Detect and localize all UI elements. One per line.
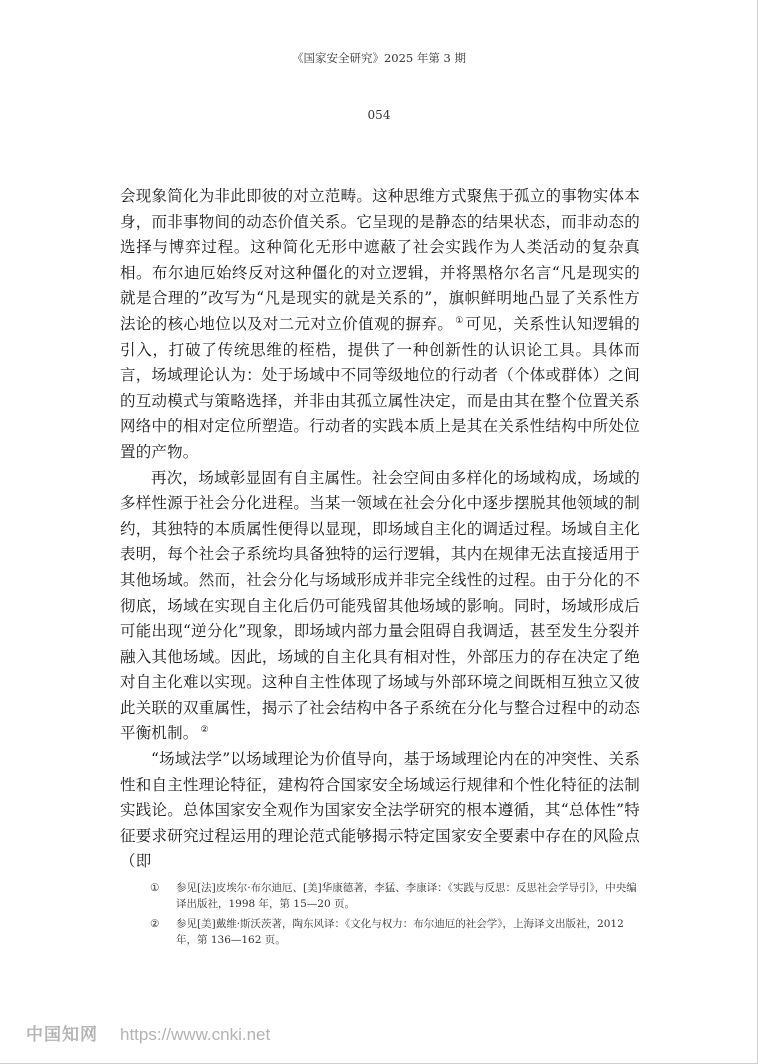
footnote-2-mark: ② [150, 918, 160, 930]
footnote-1-mark: ① [150, 882, 160, 894]
footnote-2 [150, 916, 638, 948]
cnki-url: https://www.cnki.net [120, 1025, 271, 1044]
paragraph-3 [120, 747, 640, 875]
footnote-1-text: 参见[法]皮埃尔·布尔迪厄、[美]华康德著，李猛、李康译：《实践与反思：反思社会学导引》，中央编译出版社，1998 年，第 15—20 页。 [176, 882, 637, 910]
paragraph-1-text-cont: 可见，关系性认知逻辑的引入，打破了传统思维的桎梏，提供了一种创新性的认识论工具。具体而言，场域理论认为：处于场域中不同等级地位的行动者（个体或群体）之间的互动模式与策略选择，并非由其孤立属性决定，而是由其在整个位置关系网络中的相对定位所塑造。行动者的实践本质上是其在关系性结构中所处位置的产物。 [120, 314, 641, 461]
paragraph-2-text: 再次，场域彰显固有自主属性。社会空间由多样化的场域构成，场域的多样性源于社会分化进程。当某一领域在社会分化中逐步摆脱其他领域的制约，其独特的本质属性便得以显现，即场域自主化的调适过程。场域自主化表明，每个社会子系统均具备独特的运行逻辑，其内在规律无法直接适用于其他场域。然而，社会分化与场域形成并非完全线性的过程。由于分化的不彻底，场域在实现自主化后仍可能残留其他场域的影响。同时，场域形成后可能出现“逆分化”现象，即场域内部力量会阻碍自我调适，甚至发生分裂并融入其他场域。因此，场域的自主化具有相对性，外部压力的存在决定了绝对自主化难以实现。这种自主性体现了场域与外部环境之间既相互独立又彼此关联的双重属性，揭示了社会结构中各子系统在分化与整合过程中的动态平衡机制。 [120, 468, 640, 743]
footnote-ref-2[interactable]: ② [200, 725, 209, 736]
footnote-ref-1[interactable]: ① [455, 315, 464, 326]
paragraph-1 [120, 184, 640, 466]
page-number: 054 [367, 108, 391, 122]
paragraph-1-text: 会现象简化为非此即彼的对立范畴。这种思维方式聚焦于孤立的事物实体本身，而非事物间的动态价值关系。它呈现的是静态的结果状态，而非动态的选择与博弈过程。这种简化无形中遮蔽了社会实践作为人类活动的复杂真相。布尔迪厄始终反对这种僵化的对立逻辑，并将黑格尔名言“凡是现实的就是合理的”改写为“凡是现实的就是关系的”，旗帜鲜明地凸显了关系性方法论的核心地位以及对二元对立价值观的摒弃。 [120, 187, 640, 333]
cnki-watermark [26, 1020, 270, 1045]
footnotes [150, 880, 638, 952]
cnki-logo: 中国知网 [26, 1025, 98, 1045]
footnote-1 [150, 880, 638, 912]
paragraph-3-text: “场域法学”以场域理论为价值导向，基于场域理论内在的冲突性、关系性和自主性理论特征，建构符合国家安全场域运行规律和个性化特征的法制实践论。总体国家安全观作为国家安全法学研究的根本遵循，其“总体性”特征要求研究过程运用的理论范式能够揭示特定国家安全要素中存在的风险点（即 [120, 750, 640, 871]
body-text [120, 184, 640, 875]
footnote-2-text: 参见[美]戴维·斯沃茨著，陶东风译：《文化与权力：布尔迪厄的社会学》，上海译文出版社，2012 年，第 136—162 页。 [176, 918, 624, 946]
paragraph-2 [120, 466, 640, 748]
running-head: 《国家安全研究》2025 年第 3 期 [291, 51, 467, 65]
